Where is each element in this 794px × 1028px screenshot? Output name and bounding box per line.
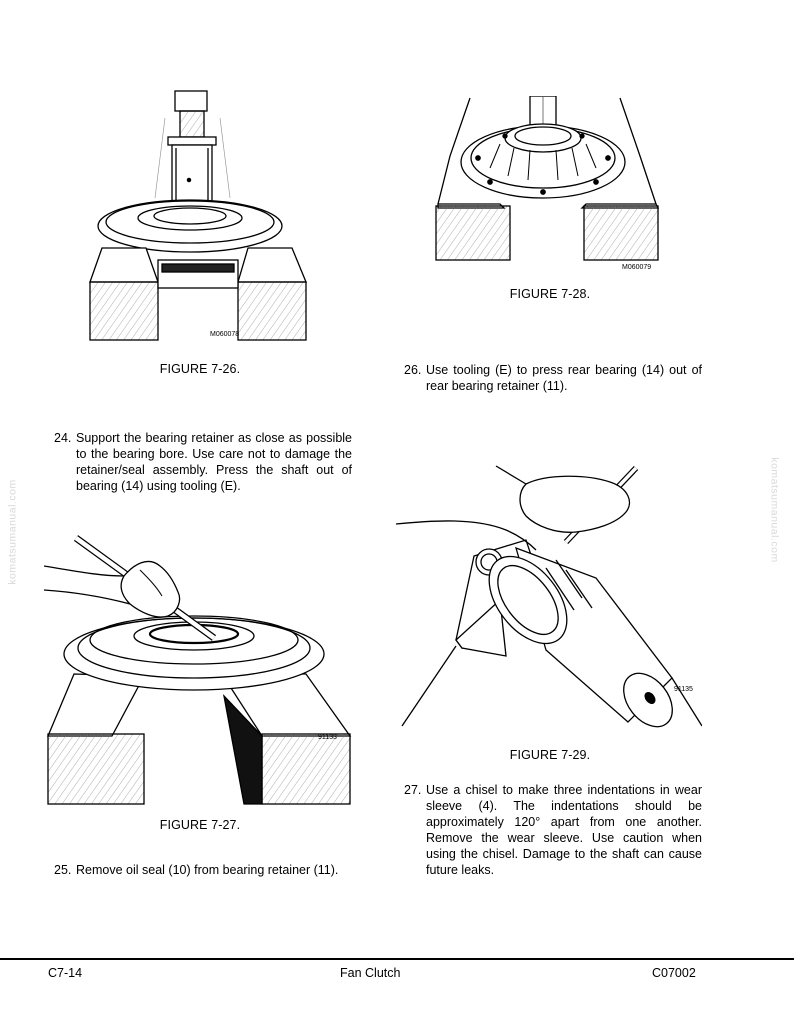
step-26-text: Use tooling (E) to press rear bearing (14) out of rear bearing retainer (11). [426, 363, 702, 393]
step-24 [54, 430, 352, 494]
footer-doc-code: C07002 [652, 966, 696, 980]
watermark-left: komatsumanual.com [6, 479, 19, 585]
figure-7-29-caption: FIGURE 7-29. [509, 748, 591, 762]
footer-rule [0, 958, 794, 960]
figure-7-28-caption: FIGURE 7-28. [509, 287, 591, 301]
watermark-right: komatsumanual.com [768, 457, 781, 563]
step-24-text: Support the bearing retainer as close as possible to the bearing bore. Use care not to damage the retainer/seal assembly. Press the shaft out of bearing (14) using tooling (E). [76, 431, 352, 493]
footer-section-title: Fan Clutch [340, 966, 401, 980]
footer-page-number: C7-14 [48, 966, 83, 980]
step-27-number: 27. [404, 783, 422, 797]
step-24-number: 24. [54, 431, 72, 445]
figure-7-27-code: 91133 [318, 734, 337, 741]
step-26 [404, 362, 702, 394]
figure-7-26-code: M060078 [210, 331, 240, 338]
figure-7-27-caption: FIGURE 7-27. [159, 818, 241, 832]
step-25 [54, 862, 364, 878]
figure-7-26-caption: FIGURE 7-26. [159, 362, 241, 376]
figure-7-27-illustration [44, 526, 352, 806]
step-25-number: 25. [54, 863, 72, 877]
figure-7-28-illustration [430, 96, 670, 276]
step-25-text: Remove oil seal (10) from bearing retainer (11). [76, 863, 339, 877]
step-26-number: 26. [404, 363, 422, 377]
figure-7-29-code: 91135 [674, 686, 693, 693]
figure-7-28-code: M060079 [622, 264, 652, 271]
figure-7-29-illustration [396, 460, 702, 730]
step-27 [404, 782, 702, 878]
figure-7-26-illustration [80, 88, 320, 346]
step-27-text: Use a chisel to make three indentations in wear sleeve (4). The indentations should be approximately 120° apart from one another. Remove the wear sleeve. Use caution when using the chisel. Damage to the shaft can cause future leaks. [426, 783, 702, 877]
